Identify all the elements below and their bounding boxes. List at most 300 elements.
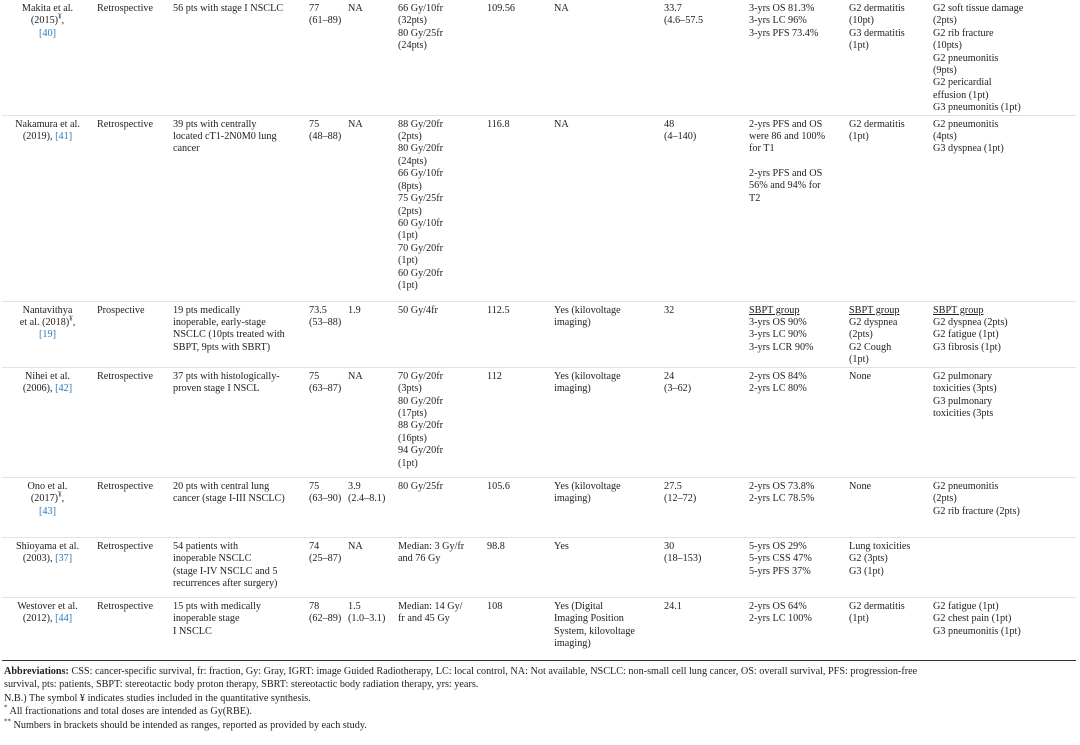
outcomes-line bbox=[749, 317, 845, 329]
cell-acute bbox=[849, 597, 933, 660]
acute-line bbox=[849, 131, 929, 143]
outcomes-text: 3-yrs OS 81.3% bbox=[749, 3, 815, 14]
population-text: located cT1-2N0M0 lung bbox=[173, 131, 277, 143]
study-table bbox=[2, 0, 1076, 661]
population-line bbox=[173, 329, 305, 341]
abbreviations-line-2: survival, pts: patients, SBPT: stereotactic body proton therapy, SBRT: stereotactic body radiation therapy, yrs: years. bbox=[4, 679, 479, 691]
late-text: G2 pulmonary bbox=[933, 370, 993, 382]
reference-link[interactable]: [44] bbox=[55, 613, 73, 625]
cell-author bbox=[2, 301, 97, 367]
followup-text: 24 bbox=[664, 370, 675, 382]
age-line bbox=[309, 601, 344, 613]
late-line bbox=[933, 317, 1072, 329]
col5-text: (2.4–8.1) bbox=[348, 493, 386, 505]
reference-link[interactable]: [41] bbox=[55, 131, 73, 143]
late-line bbox=[933, 143, 1072, 155]
footnote-1-mark: * bbox=[4, 703, 8, 712]
design-line bbox=[97, 601, 169, 613]
acute-line bbox=[849, 371, 929, 383]
acute-text: None bbox=[849, 480, 872, 492]
acute-line bbox=[849, 553, 929, 565]
acute-line bbox=[849, 354, 929, 366]
late-text: G2 rib fracture bbox=[933, 27, 994, 39]
author-line bbox=[2, 371, 93, 383]
col5-text: 1.5 bbox=[348, 600, 361, 612]
footnote-2 bbox=[4, 719, 1074, 732]
population-text: 54 patients with bbox=[173, 540, 239, 552]
dose-text: and 76 Gy bbox=[398, 553, 441, 565]
outcomes-line bbox=[749, 28, 845, 40]
igrt-line bbox=[554, 119, 660, 131]
late-line bbox=[933, 77, 1072, 89]
author-line bbox=[2, 541, 93, 553]
dose-line bbox=[398, 305, 483, 317]
dose-text: 80 Gy/25fr bbox=[398, 27, 443, 39]
cell-population bbox=[173, 537, 309, 597]
acute-text: None bbox=[849, 370, 872, 382]
dose-line bbox=[398, 255, 483, 267]
acute-text: G2 Cough bbox=[849, 341, 892, 353]
col5-line bbox=[348, 541, 394, 553]
outcomes-text: 2-yrs PFS and OS bbox=[749, 118, 823, 130]
population-line bbox=[173, 601, 305, 613]
outcomes-text: 3-yrs LC 90% bbox=[749, 329, 807, 341]
dose-text: (8pts) bbox=[398, 180, 422, 192]
outcomes-line bbox=[749, 180, 845, 192]
followup-text: (4.6–57.5 bbox=[664, 15, 704, 27]
cell-population bbox=[173, 301, 309, 367]
table-row bbox=[2, 597, 1076, 660]
late-line bbox=[933, 329, 1072, 341]
author-line bbox=[2, 481, 93, 493]
outcomes-text: T2 bbox=[749, 192, 761, 204]
dose-line bbox=[398, 168, 483, 180]
reference-link[interactable]: [37] bbox=[55, 553, 73, 565]
cell-col5 bbox=[348, 537, 398, 597]
age-line bbox=[309, 119, 344, 131]
late-text: G2 fatigue (1pt) bbox=[933, 600, 999, 612]
cell-col5 bbox=[348, 301, 398, 367]
age-line bbox=[309, 131, 344, 143]
dose-text: (24pts) bbox=[398, 155, 427, 167]
author-text: Westover et al. bbox=[17, 600, 78, 612]
dose-line bbox=[398, 143, 483, 155]
acute-line bbox=[849, 541, 929, 553]
age-line bbox=[309, 317, 344, 329]
abbreviations-label: Abbreviations: bbox=[4, 666, 69, 677]
igrt-text: Yes bbox=[554, 540, 569, 552]
age-text: 73.5 bbox=[309, 304, 327, 316]
author-text: (2015) bbox=[30, 15, 59, 27]
acute-text: G3 (1pt) bbox=[849, 565, 884, 577]
acute-text: Lung toxicities bbox=[849, 540, 911, 552]
dose-text: (1pt) bbox=[398, 230, 418, 242]
dose-line bbox=[398, 131, 483, 143]
outcomes-line bbox=[749, 193, 845, 205]
outcomes-text: 2-yrs LC 78.5% bbox=[749, 493, 815, 505]
followup-line bbox=[664, 601, 745, 613]
synthesis-mark: ¥ bbox=[58, 13, 62, 22]
cell-outcomes bbox=[749, 537, 849, 597]
age-text: 75 bbox=[309, 480, 320, 492]
igrt-text: Imaging Position bbox=[554, 613, 624, 625]
population-line bbox=[173, 613, 305, 625]
footnote-2-mark: ** bbox=[4, 717, 11, 726]
cell-bed bbox=[487, 115, 554, 301]
group-label: SBPT group bbox=[749, 304, 800, 316]
outcomes-text: 2-yrs LC 80% bbox=[749, 383, 807, 395]
age-text: 74 bbox=[309, 540, 320, 552]
author-line bbox=[2, 553, 93, 565]
reference-link[interactable]: [42] bbox=[55, 383, 73, 395]
late-text: G2 fatigue (1pt) bbox=[933, 329, 999, 341]
late-line bbox=[933, 102, 1072, 114]
reference-link[interactable]: [40] bbox=[39, 27, 56, 39]
dose-line bbox=[398, 383, 483, 395]
late-text: G2 pneumonitis bbox=[933, 118, 999, 130]
late-text: toxicities (3pts) bbox=[933, 383, 997, 395]
cell-outcomes bbox=[749, 477, 849, 537]
cell-author bbox=[2, 0, 97, 115]
dose-text: 80 Gy/20fr bbox=[398, 395, 443, 407]
followup-line bbox=[664, 3, 745, 15]
age-text: (25–87) bbox=[309, 553, 342, 565]
design-text: Retrospective bbox=[97, 600, 154, 612]
dose-line bbox=[398, 613, 483, 625]
igrt-text: Yes (Digital bbox=[554, 600, 604, 612]
acute-line bbox=[849, 119, 929, 131]
cell-col5 bbox=[348, 597, 398, 660]
dose-text: 80 Gy/20fr bbox=[398, 143, 443, 155]
late-text: G3 dyspnea (1pt) bbox=[933, 143, 1004, 155]
late-line bbox=[933, 131, 1072, 143]
igrt-line bbox=[554, 601, 660, 613]
cell-age bbox=[309, 477, 348, 537]
col5-line bbox=[348, 371, 394, 383]
late-line bbox=[933, 626, 1072, 638]
bed-line bbox=[487, 371, 550, 383]
acute-line bbox=[849, 40, 929, 52]
population-line bbox=[173, 371, 305, 383]
dose-text: 88 Gy/20fr bbox=[398, 420, 443, 432]
author-line: (2017)¥, bbox=[30, 490, 65, 505]
dose-line bbox=[398, 206, 483, 218]
population-text: 56 pts with stage I NSCLC bbox=[173, 3, 284, 14]
dose-line bbox=[398, 28, 483, 40]
bed-line bbox=[487, 3, 550, 15]
dose-text: 60 Gy/20fr bbox=[398, 267, 443, 279]
acute-line bbox=[849, 613, 929, 625]
late-text: G2 chest pain (1pt) bbox=[933, 613, 1012, 625]
cell-bed bbox=[487, 537, 554, 597]
reference-link[interactable]: [43] bbox=[39, 505, 56, 517]
outcomes-line bbox=[749, 566, 845, 578]
cell-igrt bbox=[554, 537, 664, 597]
author-line bbox=[2, 329, 93, 341]
cell-outcomes bbox=[749, 597, 849, 660]
late-line bbox=[933, 15, 1072, 27]
outcomes-line bbox=[749, 613, 845, 625]
population-text: cancer bbox=[173, 143, 200, 155]
population-text: inoperable NSCLC bbox=[173, 553, 252, 565]
cell-design bbox=[97, 367, 173, 477]
design-line bbox=[97, 3, 169, 15]
dose-text: 88 Gy/20fr bbox=[398, 118, 443, 130]
followup-line bbox=[664, 541, 745, 553]
outcomes-line bbox=[749, 15, 845, 27]
table-footnotes bbox=[4, 665, 1074, 732]
cell-dose bbox=[398, 367, 487, 477]
cell-outcomes bbox=[749, 367, 849, 477]
cell-late bbox=[933, 477, 1076, 537]
author-text: (2012), bbox=[22, 613, 53, 625]
design-text: Prospective bbox=[97, 304, 145, 316]
followup-text: 33.7 bbox=[664, 3, 682, 14]
late-line bbox=[933, 601, 1072, 613]
footnote-1 bbox=[4, 705, 1074, 718]
col5-line bbox=[348, 613, 394, 625]
igrt-line bbox=[554, 638, 660, 650]
author-line bbox=[2, 3, 93, 15]
age-text: (63–87) bbox=[309, 383, 342, 395]
outcomes-line bbox=[749, 383, 845, 395]
outcomes-line bbox=[749, 143, 845, 155]
author-line bbox=[2, 119, 93, 131]
author-line bbox=[2, 383, 93, 395]
author-line bbox=[2, 131, 93, 143]
population-text: recurrences after surgery) bbox=[173, 577, 278, 589]
igrt-line bbox=[554, 541, 660, 553]
population-text: proven stage I NSCL bbox=[173, 383, 260, 395]
author-line bbox=[2, 305, 93, 317]
cell-population bbox=[173, 597, 309, 660]
dose-text: (3pts) bbox=[398, 383, 422, 395]
population-text: 15 pts with medically bbox=[173, 600, 261, 612]
cell-population bbox=[173, 115, 309, 301]
cell-dose bbox=[398, 301, 487, 367]
cell-design bbox=[97, 115, 173, 301]
age-text: (53–88) bbox=[309, 317, 342, 329]
late-line bbox=[933, 493, 1072, 505]
design-text: Retrospective bbox=[97, 118, 154, 130]
cell-acute bbox=[849, 0, 933, 115]
dose-line bbox=[398, 119, 483, 131]
late-line bbox=[933, 3, 1072, 15]
author-text: Shioyama et al. bbox=[15, 540, 80, 552]
bed-text: 105.6 bbox=[487, 480, 510, 492]
outcomes-line bbox=[749, 168, 845, 180]
age-text: 75 bbox=[309, 118, 320, 130]
dose-line bbox=[398, 181, 483, 193]
outcomes-line bbox=[749, 371, 845, 383]
table-row bbox=[2, 115, 1076, 301]
late-text: (2pts) bbox=[933, 15, 957, 27]
cell-author bbox=[2, 477, 97, 537]
dose-text: 70 Gy/20fr bbox=[398, 242, 443, 254]
cell-followup bbox=[664, 367, 749, 477]
cell-design bbox=[97, 301, 173, 367]
acute-text: (10pt) bbox=[849, 15, 874, 27]
late-text: G3 pneumonitis (1pt) bbox=[933, 102, 1021, 114]
followup-text: 32 bbox=[664, 304, 675, 316]
cell-dose bbox=[398, 0, 487, 115]
cell-acute bbox=[849, 115, 933, 301]
late-line bbox=[933, 506, 1072, 518]
cell-col5 bbox=[348, 367, 398, 477]
design-line bbox=[97, 305, 169, 317]
late-text: (9pts) bbox=[933, 65, 957, 77]
age-text: (62–89) bbox=[309, 613, 342, 625]
igrt-line bbox=[554, 305, 660, 317]
population-line bbox=[173, 131, 305, 143]
cell-late bbox=[933, 597, 1076, 660]
followup-text: (3–62) bbox=[664, 383, 692, 395]
table-row bbox=[2, 301, 1076, 367]
cell-late bbox=[933, 367, 1076, 477]
cell-followup bbox=[664, 301, 749, 367]
cell-igrt bbox=[554, 0, 664, 115]
col5-text: 1.9 bbox=[348, 304, 361, 316]
late-line bbox=[933, 383, 1072, 395]
design-line bbox=[97, 481, 169, 493]
author-text: Ono et al. bbox=[27, 480, 68, 492]
age-line bbox=[309, 15, 344, 27]
cell-design bbox=[97, 597, 173, 660]
design-text: Retrospective bbox=[97, 540, 154, 552]
dose-text: Median: 14 Gy/ bbox=[398, 600, 463, 612]
cell-age bbox=[309, 0, 348, 115]
outcomes-line bbox=[749, 493, 845, 505]
dose-line bbox=[398, 396, 483, 408]
dose-line bbox=[398, 458, 483, 470]
dose-line bbox=[398, 601, 483, 613]
age-text: 77 bbox=[309, 3, 320, 14]
population-text: inoperable stage bbox=[173, 613, 240, 625]
followup-text: 30 bbox=[664, 540, 675, 552]
dose-line bbox=[398, 433, 483, 445]
bed-line bbox=[487, 481, 550, 493]
cell-igrt bbox=[554, 301, 664, 367]
outcomes-text: 5-yrs OS 29% bbox=[749, 540, 807, 552]
table-row bbox=[2, 0, 1076, 115]
acute-line bbox=[849, 15, 929, 27]
footnote-1-text: All fractionations and total doses are intended as Gy(RBE). bbox=[7, 706, 252, 718]
igrt-text: Yes (kilovoltage bbox=[554, 304, 621, 316]
acute-line bbox=[849, 601, 929, 613]
late-line bbox=[933, 396, 1072, 408]
late-text: effusion (1pt) bbox=[933, 89, 989, 101]
population-line bbox=[173, 383, 305, 395]
igrt-line bbox=[554, 481, 660, 493]
cell-col5 bbox=[348, 115, 398, 301]
population-text: (stage I-IV NSCLC and 5 bbox=[173, 565, 278, 577]
dose-line bbox=[398, 420, 483, 432]
dose-text: (24pts) bbox=[398, 40, 427, 52]
acute-line bbox=[849, 329, 929, 341]
cell-age bbox=[309, 537, 348, 597]
followup-line bbox=[664, 383, 745, 395]
igrt-line bbox=[554, 3, 660, 15]
igrt-text: Yes (kilovoltage bbox=[554, 370, 621, 382]
reference-link[interactable]: [19] bbox=[39, 329, 56, 341]
late-line bbox=[933, 371, 1072, 383]
population-text: 19 pts medically bbox=[173, 304, 241, 316]
acute-line bbox=[849, 481, 929, 493]
late-text: G2 pneumonitis bbox=[933, 480, 999, 492]
author-line bbox=[2, 506, 93, 518]
bed-line bbox=[487, 305, 550, 317]
age-text: (48–88) bbox=[309, 131, 342, 143]
col5-text: NA bbox=[348, 118, 363, 130]
igrt-text: System, kilovoltage bbox=[554, 625, 635, 637]
dose-text: 75 Gy/25fr bbox=[398, 193, 443, 205]
bed-text: 108 bbox=[487, 600, 503, 612]
late-text: (2pts) bbox=[933, 493, 957, 505]
cell-population bbox=[173, 0, 309, 115]
population-text: 39 pts with centrally bbox=[173, 118, 257, 130]
col5-text: NA bbox=[348, 370, 363, 382]
outcomes-text: 2-yrs PFS and OS bbox=[749, 167, 823, 179]
dose-text: 60 Gy/10fr bbox=[398, 217, 443, 229]
outcomes-text: 3-yrs OS 90% bbox=[749, 317, 807, 329]
design-text: Retrospective bbox=[97, 480, 154, 492]
acute-line bbox=[849, 317, 929, 329]
cell-bed bbox=[487, 597, 554, 660]
cell-bed bbox=[487, 301, 554, 367]
author-text: (2019), bbox=[22, 131, 53, 143]
cell-followup bbox=[664, 537, 749, 597]
table-body bbox=[2, 0, 1076, 660]
dose-line bbox=[398, 280, 483, 292]
dose-line bbox=[398, 218, 483, 230]
cell-outcomes bbox=[749, 0, 849, 115]
table-row bbox=[2, 537, 1076, 597]
acute-text: (2pts) bbox=[849, 329, 873, 341]
late-text: (10pts) bbox=[933, 40, 962, 52]
cell-col5 bbox=[348, 0, 398, 115]
author-text: Nantavithya bbox=[22, 304, 73, 316]
dose-line bbox=[398, 15, 483, 27]
population-line bbox=[173, 493, 305, 505]
group-label: SBPT group bbox=[849, 304, 900, 316]
blank-line bbox=[749, 156, 845, 168]
cell-dose bbox=[398, 537, 487, 597]
igrt-text: imaging) bbox=[554, 317, 591, 329]
followup-line bbox=[664, 553, 745, 565]
age-line bbox=[309, 493, 344, 505]
age-line bbox=[309, 371, 344, 383]
dose-text: 50 Gy/4fr bbox=[398, 304, 438, 316]
cell-followup bbox=[664, 0, 749, 115]
cell-late bbox=[933, 301, 1076, 367]
cell-author bbox=[2, 115, 97, 301]
dose-text: (1pt) bbox=[398, 457, 418, 469]
author-text: (2006), bbox=[22, 383, 53, 395]
dose-line bbox=[398, 541, 483, 553]
bed-text: 98.8 bbox=[487, 540, 505, 552]
age-line bbox=[309, 613, 344, 625]
col5-text: NA bbox=[348, 540, 363, 552]
outcomes-line bbox=[749, 481, 845, 493]
author-line bbox=[2, 601, 93, 613]
cell-late bbox=[933, 537, 1076, 597]
late-line bbox=[933, 65, 1072, 77]
outcomes-text: 56% and 94% for bbox=[749, 180, 821, 192]
late-line bbox=[933, 40, 1072, 52]
dose-text: (2pts) bbox=[398, 205, 422, 217]
cell-late bbox=[933, 0, 1076, 115]
late-text: G3 pneumonitis (1pt) bbox=[933, 625, 1021, 637]
